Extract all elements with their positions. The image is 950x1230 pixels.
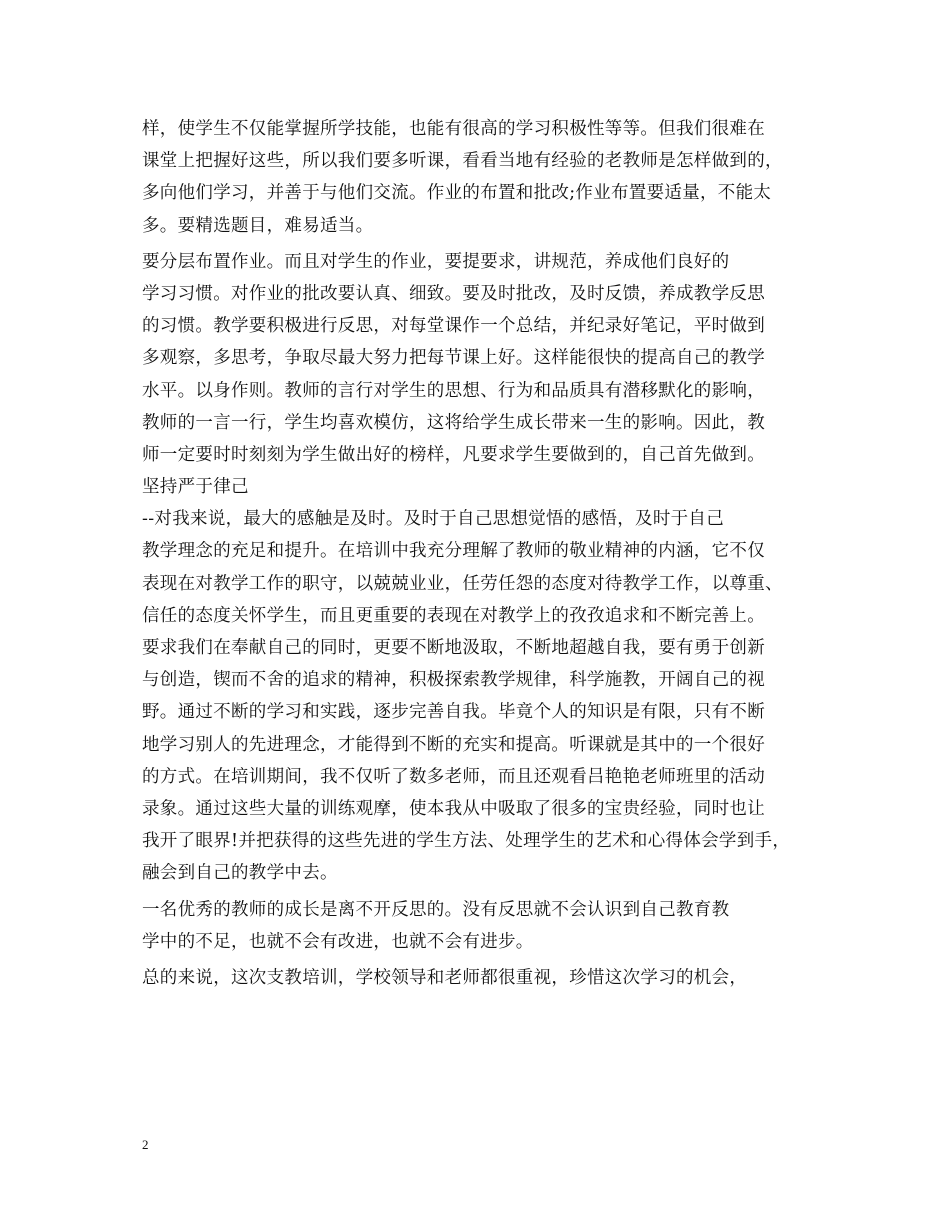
text-line: 师一定要时时刻刻为学生做出好的榜样，凡要求学生要做到的，自己首先做到。 [142, 444, 765, 465]
text-line: 教学理念的充足和提升。在培训中我充分理解了教师的敬业精神的内涵，它不仅 [142, 541, 765, 562]
page-number: 2 [142, 1137, 149, 1152]
text-line: 学习习惯。对作业的批改要认真、细致。要及时批改，及时反馈，养成教学反思 [142, 283, 765, 304]
text-line: 的习惯。教学要积极进行反思，对每堂课作一个总结，并纪录好笔记，平时做到 [142, 316, 765, 337]
text-line: 多。要精选题目，难易适当。 [142, 215, 374, 236]
text-line: 与创造，锲而不舍的追求的精神，积极探索教学规律，科学施教，开阔自己的视 [142, 670, 765, 691]
text-line: 学中的不足，也就不会有改进，也就不会有进步。 [142, 931, 534, 952]
text-line: 总的来说，这次支教培训，学校领导和老师都很重视，珍惜这次学习的机会， [142, 967, 748, 988]
text-line: 水平。以身作则。教师的言行对学生的思想、行为和品质具有潜移默化的影响， [142, 380, 765, 401]
body-text [142, 113, 832, 994]
text-line: 样，使学生不仅能掌握所学技能，也能有很高的学习积极性等等。但我们很难在 [142, 119, 765, 139]
text-line: --对我来说，最大的感触是及时。及时于自己思想觉悟的感悟，及时于自己 [142, 509, 725, 530]
text-line: 野。通过不断的学习和实践，逐步完善自我。毕竟个人的知识是有限，只有不断 [142, 702, 765, 723]
text-line: 要求我们在奉献自己的同时，更要不断地汲取，不断地超越自我，要有勇于创新 [142, 638, 765, 658]
text-line: 表现在对教学工作的职守，以兢兢业业，任劳任怨的态度对待教学工作，以尊重、 [142, 573, 783, 594]
text-line: 地学习别人的先进理念，才能得到不断的充实和提高。听课就是其中的一个很好 [142, 734, 765, 755]
text-line: 多向他们学习，并善于与他们交流。作业的布置和批改;作业布置要适量，不能太 [142, 183, 772, 204]
text-line: 教师的一言一行，学生均喜欢模仿，这将给学生成长带来一生的影响。因此，教 [142, 412, 765, 433]
text-line: 课堂上把握好这些，所以我们要多听课，看看当地有经验的老教师是怎样做到的， [142, 151, 783, 172]
text-line: 信任的态度关怀学生，而且更重要的表现在对教学上的孜孜追求和不断完善上。 [142, 605, 765, 626]
text-line: 多观察，多思考，争取尽最大努力把每节课上好。这样能很快的提高自己的教学 [142, 348, 765, 369]
text-line: 要分层布置作业。而且对学生的作业，要提要求，讲规范，养成他们良好的 [142, 251, 730, 272]
text-line: 坚持严于律己 [142, 477, 249, 498]
text-line: 我开了眼界!并把获得的这些先进的学生方法、处理学生的艺术和心得体会学到手， [142, 831, 791, 852]
text-line: 融会到自己的教学中去。 [142, 863, 338, 884]
text-line: 一名优秀的教师的成长是离不开反思的。没有反思就不会认识到自己教育教 [142, 899, 730, 920]
text-line: 的方式。在培训期间，我不仅听了数多老师，而且还观看吕艳艳老师班里的活动 [142, 766, 765, 787]
text-line: 录象。通过这些大量的训练观摩，使本我从中吸取了很多的宝贵经验，同时也让 [142, 798, 765, 819]
